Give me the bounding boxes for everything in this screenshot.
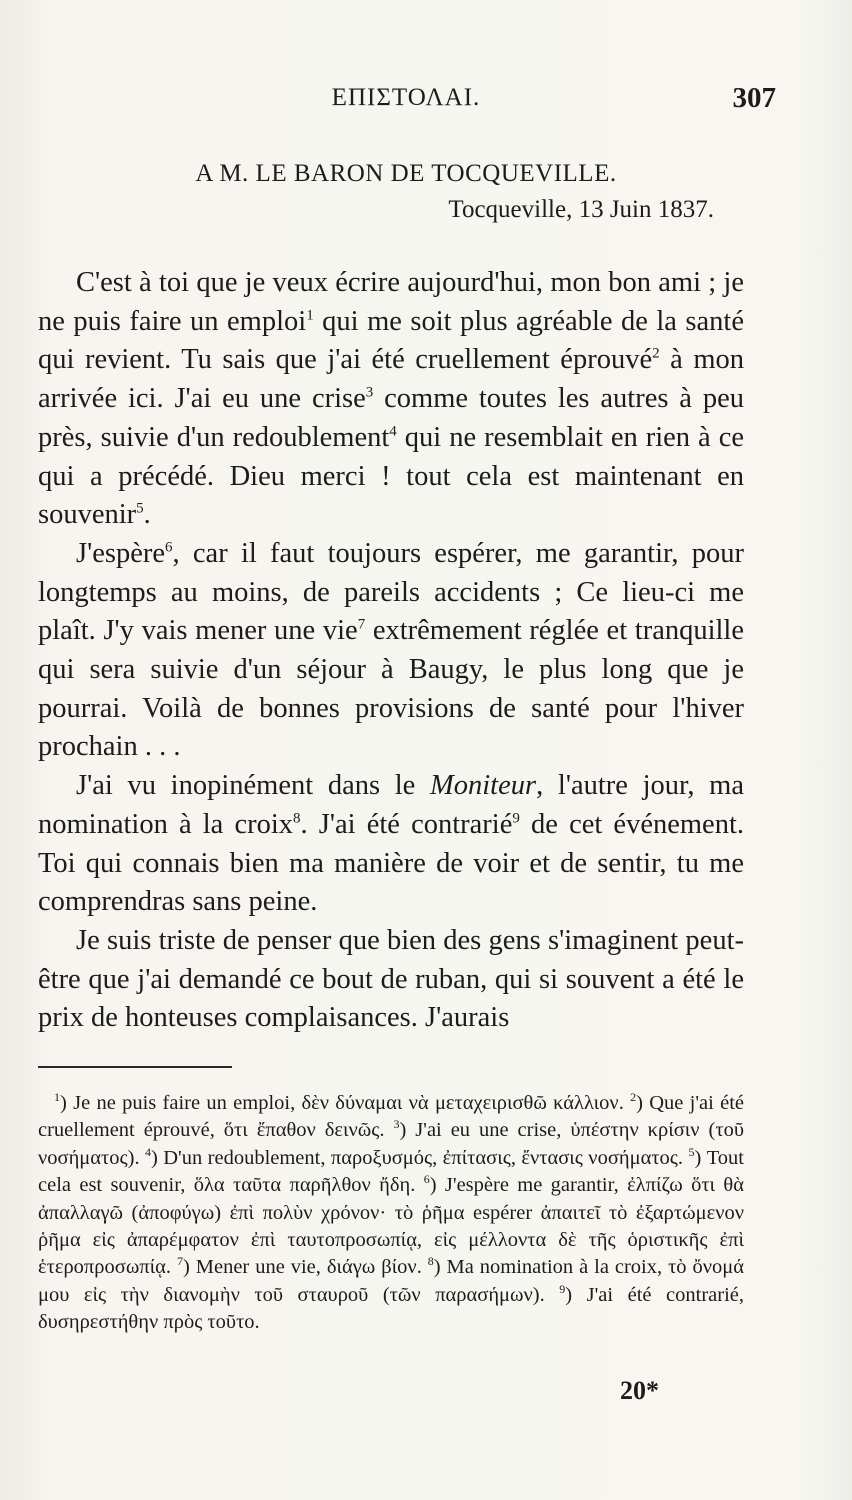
footnotes bbox=[38, 1090, 744, 1337]
letter-heading: A M. LE BARON DE TOCQUEVILLE. bbox=[195, 160, 617, 187]
running-title: ΕΠΙΣΤΟΛΑΙ. bbox=[331, 84, 481, 111]
footnote-rule bbox=[38, 1066, 232, 1068]
paragraph-1: C'est à toi que je veux écrire aujourd'hui, mon bon ami ; je ne puis faire un emploi$^1$ qui me soit plus agréable de la santé qui revient. Tu sais que j'ai été cruellement éprouvé$^2$ à mon arrivée ici. J'ai eu une crise$^3$ comme toutes les autres à peu près, suivie d'un redoublement$^4$ qui ne resemblait en rien à ce qui a précédé. Dieu merci ! tout cela est maintenant en souvenir$^5$. bbox=[38, 267, 744, 531]
footnote-block: $^1$) Je ne puis faire un emploi, δὲν δύναμαι νὰ μεταχειρισθῶ κάλλιον. $^2$) Que j'ai été cruellement éprouvé, ὅτι ἔπαθον δεινῶς. $^3$) J'ai eu une crise, ὑπέστην κρίσιν (τοῦ νοσήματος). $^4$) D'un redoublement, παροξυσμός, ἐπίτασις, ἔντασις νοσήματος. $^5$) Tout cela est souvenir, ὅλα ταῦτα παρῆλθον ἤδη. $^6$) J'espère me garantir, ἐλπίζω ὅτι θὰ ἀπαλλαγῶ (ἀποφύγω) ἐπὶ πολὺν χρόνον· τὸ ῥῆμα espérer ἀπαιτεῖ τὸ ἐξαρτώμενον ῥῆμα εἰς ἀπαρέμφατον ἐπὶ ταυτοπροσωπίᾳ, εἰς μέλλοντα δὲ τῆς ὁριστικῆς ἐπὶ ἑτεροπροσωπίᾳ. $^7$) Mener une vie, διάγω βίον. $^8$) Ma nomination à la croix, τὸ ὄνομά μου εἰς τὴν διανομὴν τοῦ σταυροῦ (τῶν παρασήμων). $^9$) J'ai été contrarié, δυσηρεστήθην πρὸς τοῦτο. bbox=[38, 1090, 745, 1334]
paragraph-3: J'ai vu inopinément dans le Moniteur, l'autre jour, ma nomination à la croix$^8$. J'ai été contrarié$^9$ de cet événement. Toi qui connais bien ma manière de voir et de sentir, tu me comprendras sans peine. bbox=[38, 770, 744, 918]
note-ref-3: 3 bbox=[365, 384, 374, 401]
letter-body bbox=[38, 264, 744, 1038]
note-ref-4: 4 bbox=[389, 423, 397, 440]
note-ref-2: 2 bbox=[652, 345, 660, 362]
note-ref-9: 9 bbox=[512, 810, 520, 827]
paragraph-2: J'espère$^6$, car il faut toujours espérer, me garantir, pour longtemps au moins, de pareils accidents ; Ce lieu-ci me plaît. J'y vais mener une vie$^7$ extrêmement réglée et tranquille qui sera suivie d'un séjour à Baugy, le plus long que je pourrai. Voilà de bonnes provisions de santé pour l'hiver prochain . . . bbox=[38, 537, 745, 763]
running-head bbox=[36, 84, 776, 124]
note-ref-7: 7 bbox=[357, 616, 366, 633]
signature-mark: 20* bbox=[620, 1376, 659, 1405]
note-ref-1: 1 bbox=[306, 307, 314, 324]
page-number: 307 bbox=[732, 82, 776, 114]
note-ref-6: 6 bbox=[165, 539, 173, 556]
paragraph-4: Je suis triste de penser que bien des gens s'imaginent peut-être que j'ai demandé ce bout de ruban, qui si souvent a été le prix de honteuses complaisances. J'aurais bbox=[38, 924, 744, 1034]
note-ref-5: 5 bbox=[136, 500, 144, 517]
dateline: Tocqueville, 13 Juin 1837. bbox=[448, 196, 714, 223]
note-ref-8: 8 bbox=[293, 810, 301, 827]
italic-moniteur: Moniteur bbox=[430, 770, 537, 802]
